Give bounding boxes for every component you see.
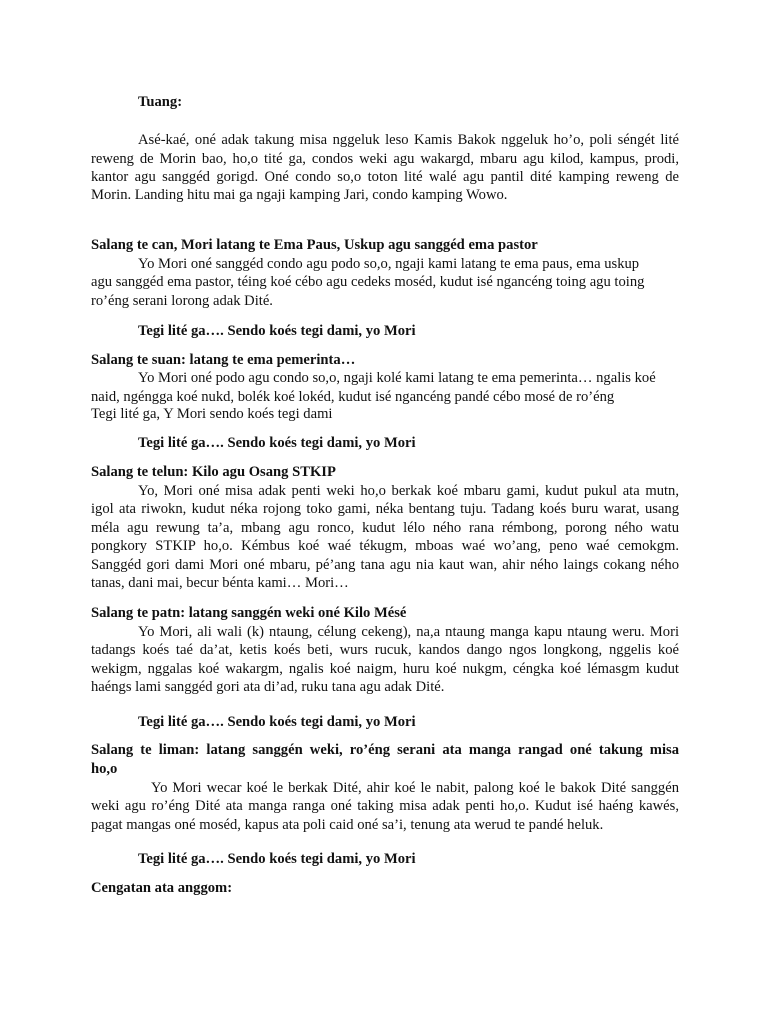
section-3-line-3: méla agu rewung ta’a, mbang agu ronco, kudut lélo ného rana rémbong, porong ného watu [91, 520, 679, 536]
intro-line-4: Morin. Landing hitu mai ga ngaji kamping Jari, condo kamping Wowo. [91, 187, 508, 203]
section-4-title: Salang te patn: latang sanggén weki oné Kilo Mésé [91, 605, 407, 621]
section-2-title: Salang te suan: latang te ema pemerinta… [91, 352, 356, 368]
section-5-line-1: Yo Mori wecar koé le berkak Dité, ahir koé le nabit, palong koé le bakok Dité sanggén [151, 780, 679, 796]
section-2-line-1: Yo Mori oné podo agu condo so,o, ngaji kolé kami latang te ema pemerinta… ngalis koé [138, 370, 656, 386]
closing-heading: Cengatan ata anggom: [91, 880, 233, 896]
section-3-line-4: pongkory STKIP ho,o. Kémbus koé waé tékugm, mboas waé wo’ang, peno waé cemokgm. [91, 538, 679, 554]
refrain-1: Tegi lité ga…. Sendo koés tegi dami, yo Mori [138, 323, 416, 339]
section-3-line-6: tanas, dani mai, becur bénta kami… Mori… [91, 575, 349, 591]
refrain-2: Tegi lité ga…. Sendo koés tegi dami, yo Mori [138, 435, 416, 451]
section-5-line-3: pagat mangas oné moséd, kapus ata poli caid oné sa’i, tenung ata werud te pandé heluk. [91, 817, 604, 833]
section-5-title-line-2: ho,o [91, 761, 118, 777]
section-5-title-line-1: Salang te liman: latang sanggén weki, ro’éng serani ata manga rangad oné takung misa [91, 742, 679, 758]
section-3-line-2: igol ata riwokn, kudut néka rojong toko gami, néka bentang tuju. Tadang koés buru warat, usang [91, 501, 679, 517]
intro-line-1: Asé-kaé, oné adak takung misa nggeluk leso Kamis Bakok nggeluk ho’o, poli séngét lité [138, 132, 679, 148]
section-3-line-1: Yo, Mori oné misa adak penti weki ho,o berkak koé mbaru gami, kudut pukul ata mutn, [138, 483, 679, 499]
section-3-line-5: Sanggéd gori dami Mori oné mbaru, pé’ang tana agu nia kaut wan, ahir ného laings cokang ného [91, 557, 679, 573]
section-5-line-2: weki agu ro’éng Dité ata manga ranga oné taking misa adak penti ho,o. Kudut isé haéng kawés, [91, 798, 679, 814]
section-1-line-2: agu sanggéd ema pastor, téing koé cébo agu cedeks moséd, kudut isé ngancéng toing agu toing [91, 274, 645, 290]
section-4-line-3: wekigm, nggalas koé wakargm, ngalis koé naigm, huru koé nukgm, céngka koé lémasgm kudut [91, 661, 679, 677]
intro-line-3: kantor agu sanggéd gorigd. Oné condo so,o toton lité walé agu pantil dité kamping reweng de [91, 169, 679, 185]
refrain-3: Tegi lité ga…. Sendo koés tegi dami, yo Mori [138, 714, 416, 730]
section-4-line-1: Yo Mori, ali wali (k) ntaung, célung cekeng), na,a ntaung manga kapu ntaung weru. Mori [138, 624, 679, 640]
section-1-title: Salang te can, Mori latang te Ema Paus, Uskup agu sanggéd ema pastor [91, 237, 538, 253]
section-2-line-2: naid, ngéngga koé nukd, bolék koé lokéd, kudut isé ngancéng pandé cébo mosé de ro’éng [91, 389, 615, 405]
section-1-line-1: Yo Mori oné sanggéd condo agu podo so,o, ngaji kami latang te ema paus, ema uskup [138, 256, 640, 272]
section-4-line-2: tadangs koés taé da’at, ketis koés beti, wurs rucuk, kandos dango ngos longkong, nggelis koé [91, 642, 679, 658]
section-3-title: Salang te telun: Kilo agu Osang STKIP [91, 464, 336, 480]
intro-line-2: reweng de Morin bao, ho,o tité ga, condos weki agu wakargd, mbaru agu kilod, kampus, prodi, [91, 151, 679, 167]
section-4-line-4: haéngs lami sanggéd gori ata di’ad, ruku tana agu adak Dité. [91, 679, 445, 695]
heading-tuang: Tuang: [138, 94, 183, 110]
refrain-4: Tegi lité ga…. Sendo koés tegi dami, yo Mori [138, 851, 416, 867]
section-2-line-3: Tegi lité ga, Y Mori sendo koés tegi dami [91, 406, 333, 422]
section-1-line-3: ro’éng serani lorong adak Dité. [91, 293, 273, 309]
